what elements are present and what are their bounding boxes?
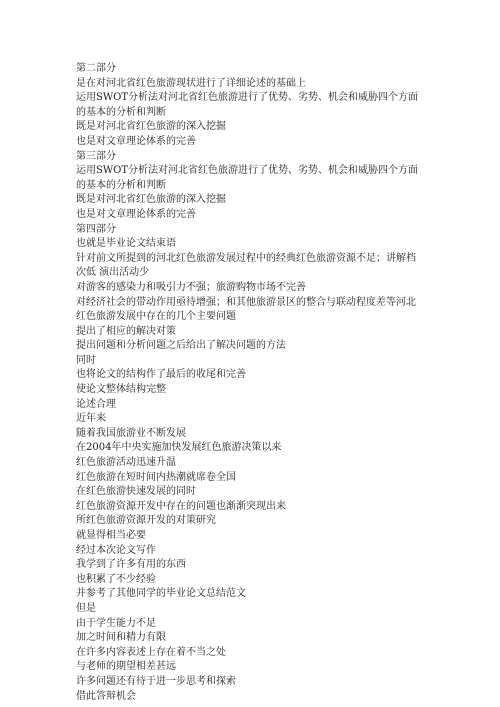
text-line: 许多问题还有待于进一步思考和探索 [76, 675, 236, 687]
text-line: 我学到了许多有用的东西 [76, 559, 186, 571]
text-line: 也积累了不少经验 [76, 573, 156, 585]
text-line: 也是对文章理论体系的完善 [76, 135, 196, 147]
text-line: 近年来 [76, 413, 106, 425]
text-line: 使论文整体结构完整 [76, 384, 166, 396]
text-line: 并参考了其他同学的毕业论文总结范文 [76, 588, 246, 600]
text-line: 经过本次论文写作 [76, 544, 156, 556]
text-line: 与老师的期望相差甚远 [76, 661, 176, 673]
text-line: 提出了相应的解决对策 [76, 325, 176, 337]
text-line: 对游客的感染力和吸引力不强；旅游购物市场不完善 [76, 281, 306, 293]
text-line: 红色旅游资源开发中存在的问题也渐渐突现出来 [76, 500, 286, 512]
text-line: 既是对河北省红色旅游的深入挖掘 [76, 121, 226, 133]
text-line: 既是对河北省红色旅游的深入挖掘 [76, 194, 226, 206]
text-line: 的基本的分析和判断 [76, 179, 166, 191]
text-line: 也是对文章理论体系的完善 [76, 208, 196, 220]
text-line: 第二部分 [76, 63, 116, 74]
text-line: 论述合理 [76, 398, 116, 410]
text-line: 红色旅游发展中存在的几个主要问题 [76, 311, 236, 323]
text-line: 就显得相当必要 [76, 530, 146, 541]
document-body [76, 62, 428, 704]
text-line: 第三部分 [76, 150, 116, 162]
text-line: 借此答辩机会 [76, 690, 136, 702]
text-line: 加之时间和精力有限 [76, 632, 166, 644]
text-line: 针对前文所提到的河北红色旅游发展过程中的经典红色旅游资源不足；讲解档 [76, 252, 416, 264]
text-line: 也将论文的结构作了最后的收尾和完善 [76, 369, 246, 381]
text-line: 由于学生能力不足 [76, 617, 156, 629]
text-line: 在红色旅游快速发展的同时 [76, 486, 196, 498]
text-line: 运用SWOT分析法对河北省红色旅游进行了优势、劣势、机会和威胁四个方面 [76, 165, 418, 177]
text-line: 所红色旅游资源开发的对策研究 [76, 515, 216, 527]
text-line: 但是 [76, 602, 96, 614]
text-line: 在许多内容表述上存在着不当之处 [76, 646, 226, 658]
text-line: 对经济社会的带动作用亟待增强；和其他旅游景区的整合与联动程度差等河北 [76, 296, 416, 308]
text-line: 同时 [76, 354, 96, 366]
text-line: 运用SWOT分析法对河北省红色旅游进行了优势、劣势、机会和威胁四个方面 [76, 92, 418, 104]
text-line: 是在对河北省红色旅游现状进行了详细论述的基础上 [76, 77, 306, 89]
text-line: 提出问题和分析问题之后给出了解决问题的方法 [76, 340, 286, 352]
text-line: 第四部分 [76, 223, 116, 235]
text-line: 在2004年中央实施加快发展红色旅游决策以来 [76, 442, 282, 454]
text-line: 随着我国旅游业不断发展 [76, 427, 186, 439]
text-line: 的基本的分析和判断 [76, 106, 166, 118]
text-line: 次低 演出活动少 [76, 267, 150, 279]
text-line: 红色旅游活动迅速升温 [76, 457, 176, 469]
text-line: 也就是毕业论文结束语 [76, 238, 176, 250]
text-line: 红色旅游在短时间内热潮就席卷全国 [76, 471, 236, 483]
